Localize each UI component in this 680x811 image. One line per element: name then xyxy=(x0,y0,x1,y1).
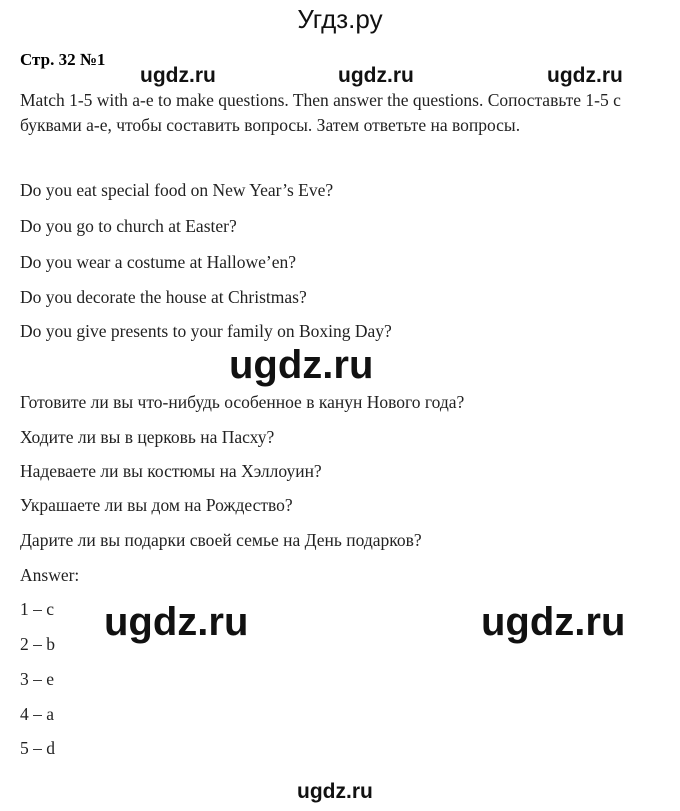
watermark: ugdz.ru xyxy=(481,600,626,644)
watermark: ugdz.ru xyxy=(229,343,374,387)
answer-item: 5 – d xyxy=(20,738,55,758)
watermark: ugdz.ru xyxy=(104,600,249,644)
question-ru: Украшаете ли вы дом на Рождество? xyxy=(20,495,293,515)
question-en: Do you decorate the house at Christmas? xyxy=(20,287,307,307)
site-title: Угдз.ру xyxy=(297,4,383,34)
task-instructions: Match 1-5 with a-e to make questions. Then answer the questions. Сопоставьте 1-5 с буквами a-e, чтобы составить вопросы. Затем ответьте на вопросы. xyxy=(20,90,621,135)
question-en: Do you go to church at Easter? xyxy=(20,216,237,236)
page-heading: Стр. 32 №1 xyxy=(20,50,106,69)
question-ru: Надеваете ли вы костюмы на Хэллоуин? xyxy=(20,461,322,481)
watermark: ugdz.ru xyxy=(547,64,623,87)
answer-label: Answer: xyxy=(20,565,80,585)
question-ru: Готовите ли вы что-нибудь особенное в канун Нового года? xyxy=(20,392,465,412)
question-en: Do you eat special food on New Year’s Eve? xyxy=(20,180,334,200)
watermark: ugdz.ru xyxy=(338,64,414,87)
watermark: ugdz.ru xyxy=(297,780,373,803)
answer-item: 2 – b xyxy=(20,634,55,654)
answer-item: 3 – e xyxy=(20,669,55,689)
question-ru: Дарите ли вы подарки своей семье на День подарков? xyxy=(20,530,422,550)
answer-item: 1 – c xyxy=(20,599,55,619)
answer-item: 4 – a xyxy=(20,704,55,724)
question-en: Do you give presents to your family on Boxing Day? xyxy=(20,321,392,341)
watermark: ugdz.ru xyxy=(140,64,216,87)
question-ru: Ходите ли вы в церковь на Пасху? xyxy=(20,427,275,447)
question-en: Do you wear a costume at Hallowe’en? xyxy=(20,252,297,272)
